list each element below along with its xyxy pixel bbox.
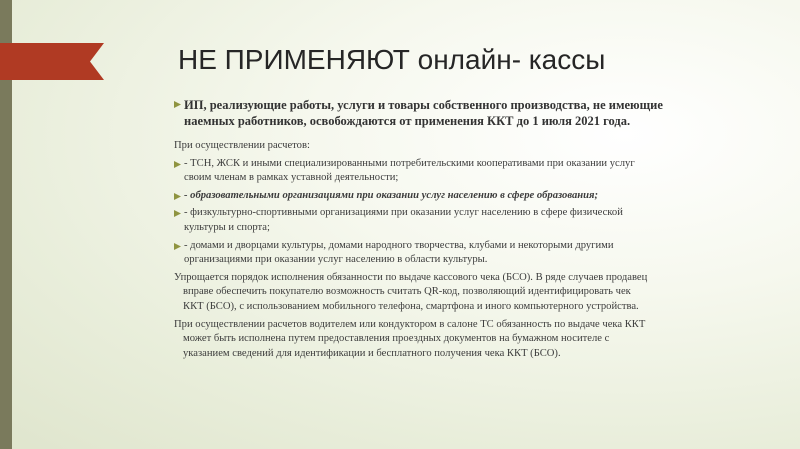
item-line: - физкультурно-спортивными организациями при оказании услуг населению в сфере физической bbox=[184, 207, 623, 219]
list-item bbox=[174, 189, 754, 204]
item-line: При осуществлении расчетов водителем или кондуктором в салоне ТС обязанность по выдаче чека ККТ bbox=[174, 318, 646, 330]
item-line: - домами и дворцами культуры, домами народного творчества, клубами и некоторыми другими bbox=[184, 239, 614, 251]
triangle-bullet-icon bbox=[174, 161, 181, 168]
item-line: ККТ (БСО), с использованием мобильного телефона, смартфона и иного компьютерного устройства. bbox=[183, 300, 639, 312]
red-arrow-shape bbox=[0, 43, 104, 80]
item-line: Упрощается порядок исполнения обязанности по выдаче кассового чека (БСО). В ряде случаев продавец bbox=[174, 271, 648, 283]
item-line: наемных работников, освобождаются от применения ККТ до 1 июля 2021 года. bbox=[184, 114, 631, 128]
item-line: ИП, реализующие работы, услуги и товары собственного производства, не имеющие bbox=[184, 98, 663, 112]
item-line: культуры и спорта; bbox=[184, 221, 270, 233]
item-line: своим членам в рамках уставной деятельности; bbox=[184, 172, 399, 184]
item-line: вправе обеспечить покупателю возможность считать QR-код, позволяющий идентифицировать чек bbox=[183, 286, 631, 298]
item-line: При осуществлении расчетов: bbox=[174, 140, 310, 151]
triangle-bullet-icon bbox=[174, 101, 181, 108]
item-line: может быть исполнена путем предоставления проездных документов на бумажном носителе с bbox=[183, 333, 610, 345]
triangle-bullet-icon bbox=[174, 193, 181, 200]
list-item bbox=[174, 206, 754, 235]
triangle-bullet-icon bbox=[174, 243, 181, 250]
list-item bbox=[174, 139, 754, 154]
item-line: организациями при оказании услуг населению в области культуры. bbox=[184, 254, 488, 266]
item-line: указанием сведений для идентификации и бесплатного получения чека ККТ (БСО). bbox=[183, 347, 561, 359]
list-item bbox=[174, 239, 754, 268]
list-item bbox=[174, 97, 754, 129]
list-item bbox=[174, 271, 754, 315]
slide-title: НЕ ПРИМЕНЯЮТ онлайн- кассы bbox=[178, 44, 606, 75]
item-line: - ТСН, ЖСК и иными специализированными потребительскими кооперативами при оказании услуг bbox=[184, 157, 635, 169]
list-item bbox=[174, 318, 754, 362]
triangle-bullet-icon bbox=[174, 210, 181, 217]
slide-content bbox=[174, 97, 754, 364]
list-item bbox=[174, 157, 754, 186]
item-line: - образовательными организациями при оказании услуг населению в сфере образования; bbox=[184, 189, 599, 201]
